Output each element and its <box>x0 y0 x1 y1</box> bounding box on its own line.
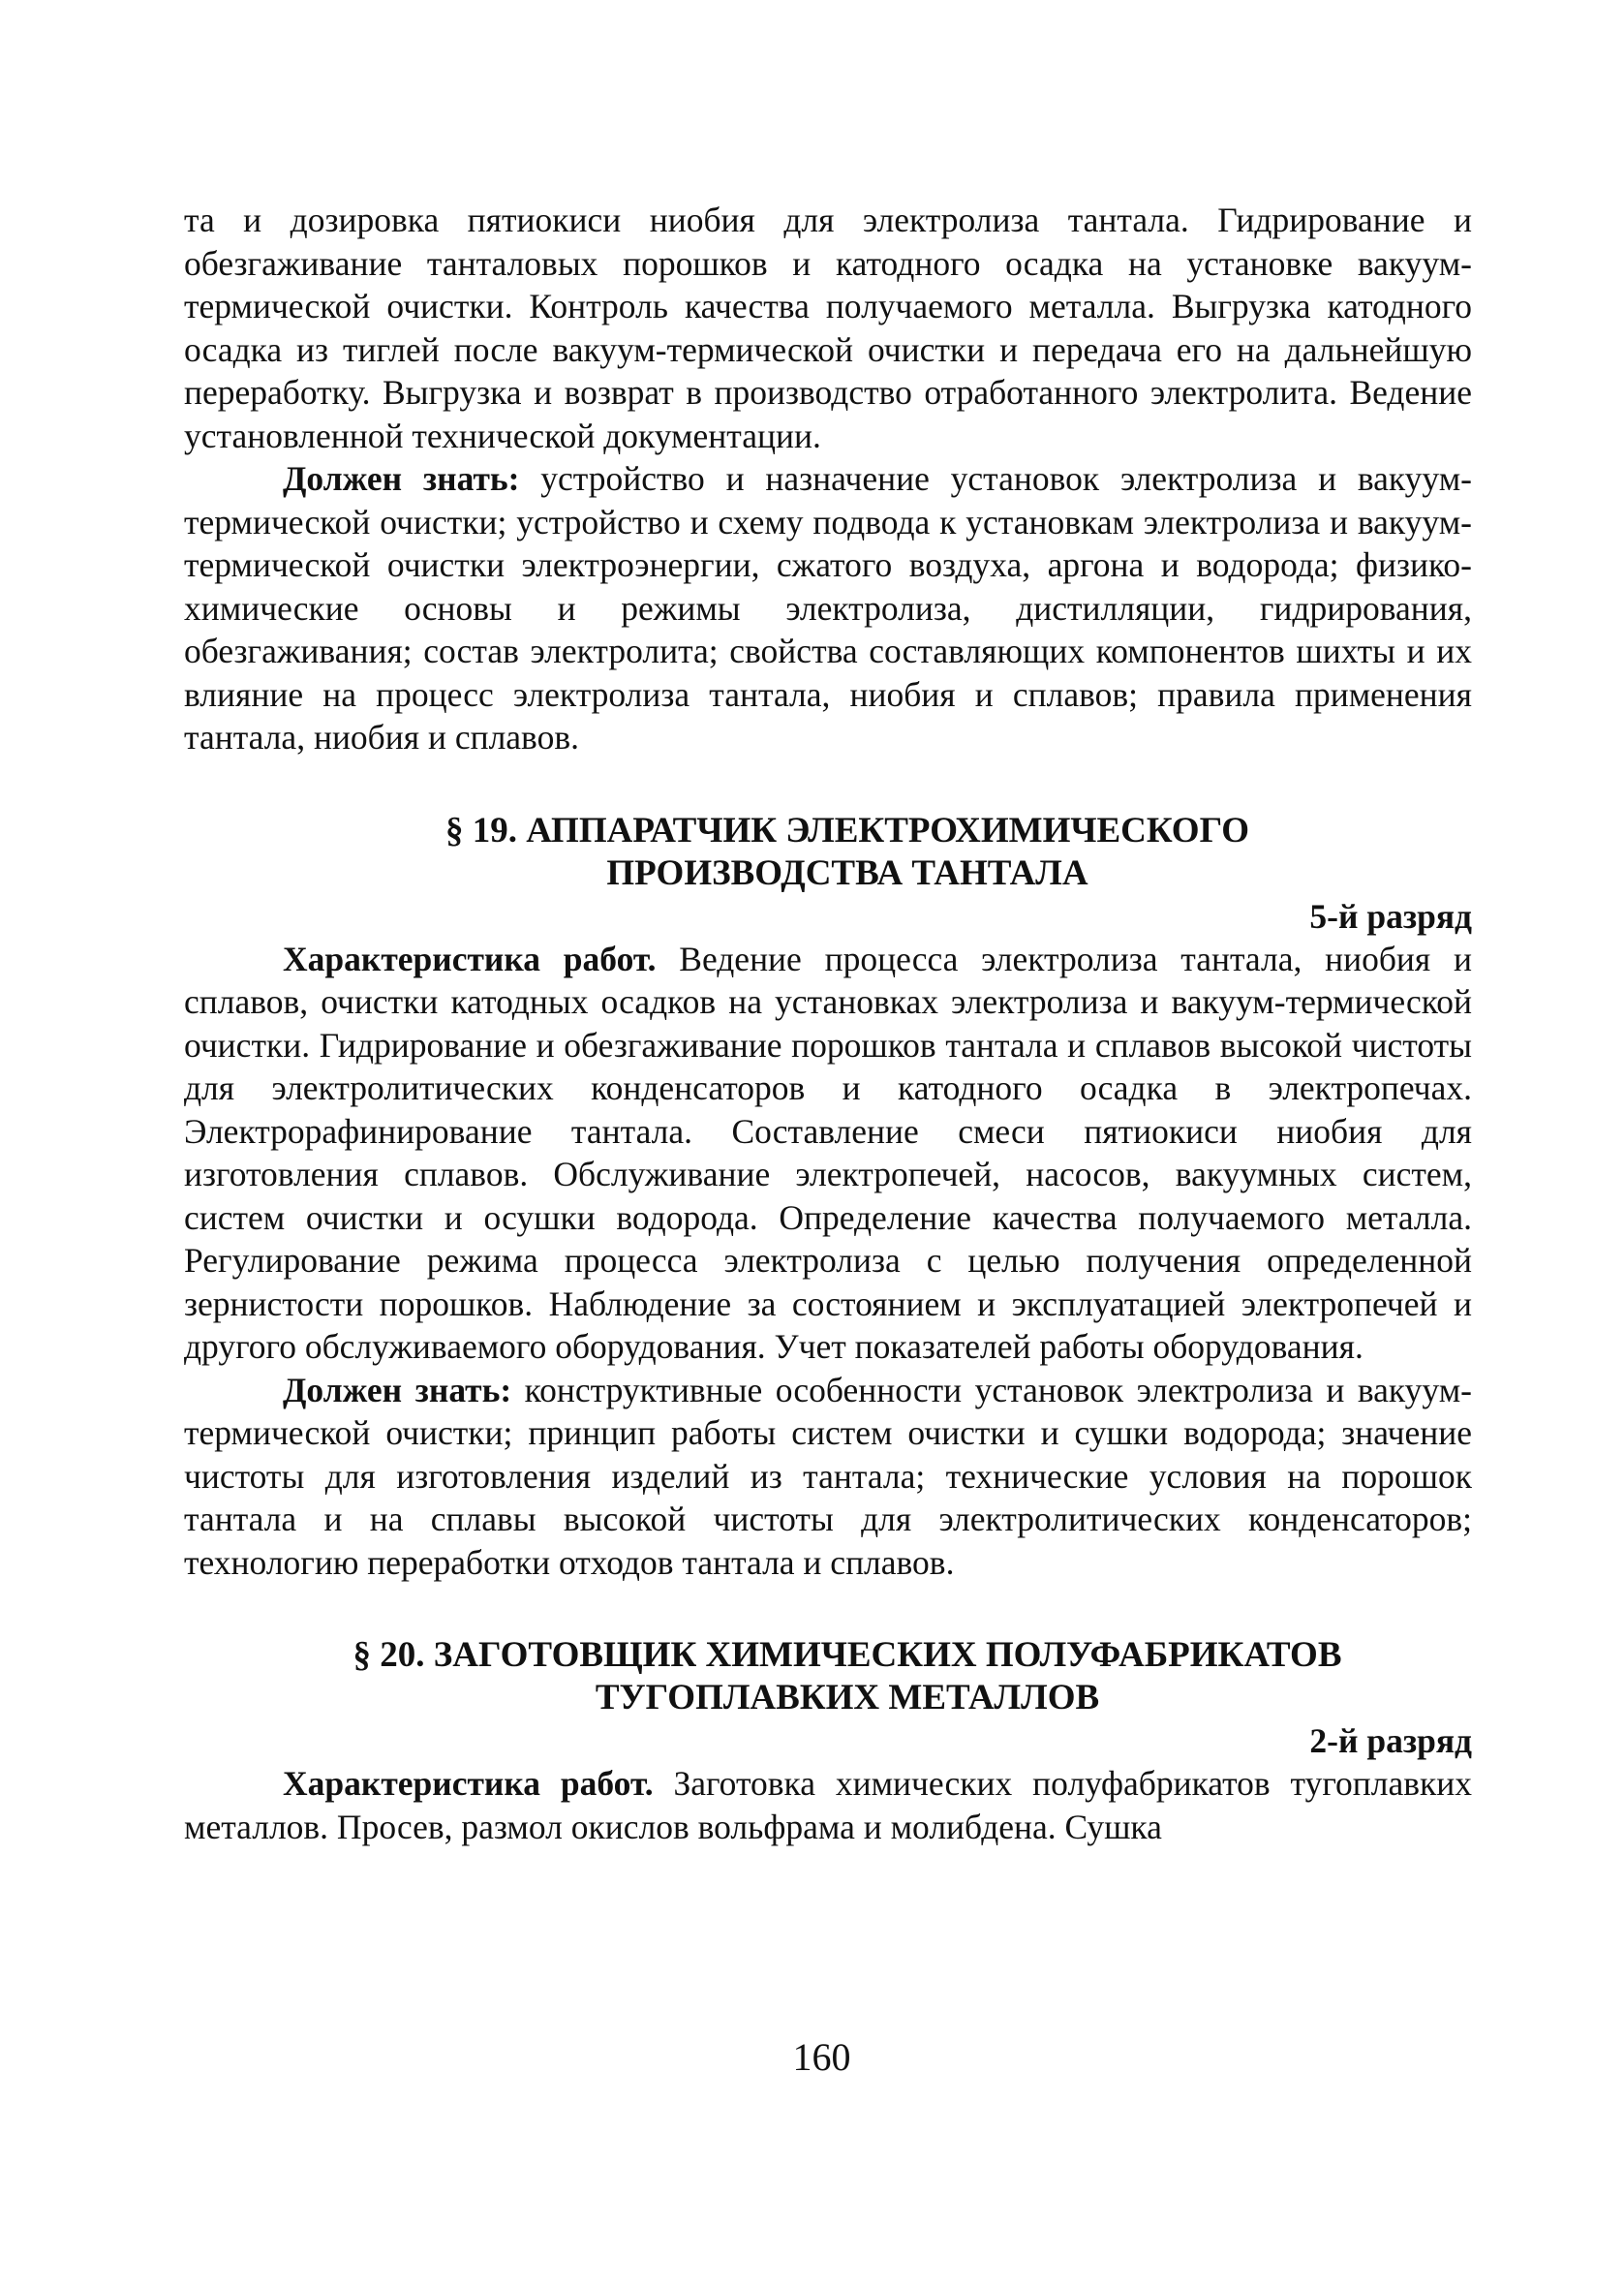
section-19-characteristics-text: Ведение процесса электролиза тантала, ниобия и сплавов, очистки катодных осадков на установках электролиза и вакуум-термической очистки. Гидрирование и обезгаживание порошков тантала и сплавов высокой чистоты для электролитических конденсаторов и катодного осадка в электропечах. Электрорафинирование тантала. Составление смеси пятиокиси ниобия для изготовления сплавов. Обслуживание электропечей, насосов, вакуумных систем, систем очистки и осушки водорода. Определение качества получаемого металла. Регулирование режима процесса электролиза с целью получения определенной зернистости порошков. Наблюдение за состоянием и эксплуатацией электропечей и другого обслуживаемого оборудования. Учет показателей работы оборудования. <box>184 939 1472 1366</box>
continuation-paragraph: та и дозировка пятиокиси ниобия для электролиза тантала. Гидрирование и обезгаживание танталовых порошков и катодного осадка на установке вакуум-термической очистки. Контроль качества получаемого металла. Выгрузка катодного осадка из тиглей после вакуум-термической очистки и передача его на дальнейшую переработку. Выгрузка и возврат в производство отработанного электролита. Ведение установленной технической документации. <box>184 201 1472 455</box>
page-number: 160 <box>792 2035 851 2079</box>
section-20-grade: 2-й разряд <box>1309 1721 1472 1760</box>
section-19-characteristics-lead: Характеристика работ. <box>283 939 657 978</box>
section-19-knowledge-lead: Должен знать: <box>283 1370 512 1409</box>
spacer <box>184 759 1472 810</box>
section-19-grade: 5-й разряд <box>1309 896 1472 936</box>
section-19-characteristics <box>184 938 1472 1369</box>
knowledge-text-18: устройство и назначение установок электролиза и вакуум-термической очистки; устройство и схему подвода к установкам электролиза и вакуум-термической очистки электроэнергии, сжатого воздуха, аргона и водорода; физико-химические основы и режимы электролиза, дистилляции, гидрирования, обезгаживания; состав электролита; свойства составляющих компонентов шихты и их влияние на процесс электролиза тантала, ниобия и сплавов; правила применения тантала, ниобия и сплавов. <box>184 459 1472 757</box>
section-19-title-line1: § 19. АППАРАТЧИК ЭЛЕКТРОХИМИЧЕСКОГО <box>445 810 1249 851</box>
spacer <box>184 1584 1472 1634</box>
section-19-knowledge-text: конструктивные особенности установок электролиза и вакуум-термической очистки; принцип работы систем очистки и сушки водорода; значение чистоты для изготовления изделий из тантала; технические условия на порошок тантала и на сплавы высокой чистоты для электролитических конденсаторов; технологию переработки отходов тантала и сплавов. <box>184 1370 1472 1582</box>
section-20-characteristics-lead: Характеристика работ. <box>283 1764 654 1803</box>
knowledge-paragraph-18 <box>184 457 1472 759</box>
section-20-characteristics-text: Заготовка химических полуфабрикатов тугоплавких металлов. Просев, размол окислов вольфрама и молибдена. Сушка <box>184 1764 1473 1846</box>
page-body <box>184 199 1472 1848</box>
section-20-title-line1: § 20. ЗАГОТОВЩИК ХИМИЧЕСКИХ ПОЛУФАБРИКАТОВ <box>352 1635 1342 1675</box>
section-20-title-line2: ТУГОПЛАВКИХ МЕТАЛЛОВ <box>595 1678 1100 1717</box>
section-20-characteristics <box>184 1762 1472 1848</box>
knowledge-lead-18: Должен знать: <box>283 459 520 498</box>
section-19-knowledge <box>184 1369 1472 1585</box>
section-19-title-line2: ПРОИЗВОДСТВА ТАНТАЛА <box>606 852 1088 893</box>
